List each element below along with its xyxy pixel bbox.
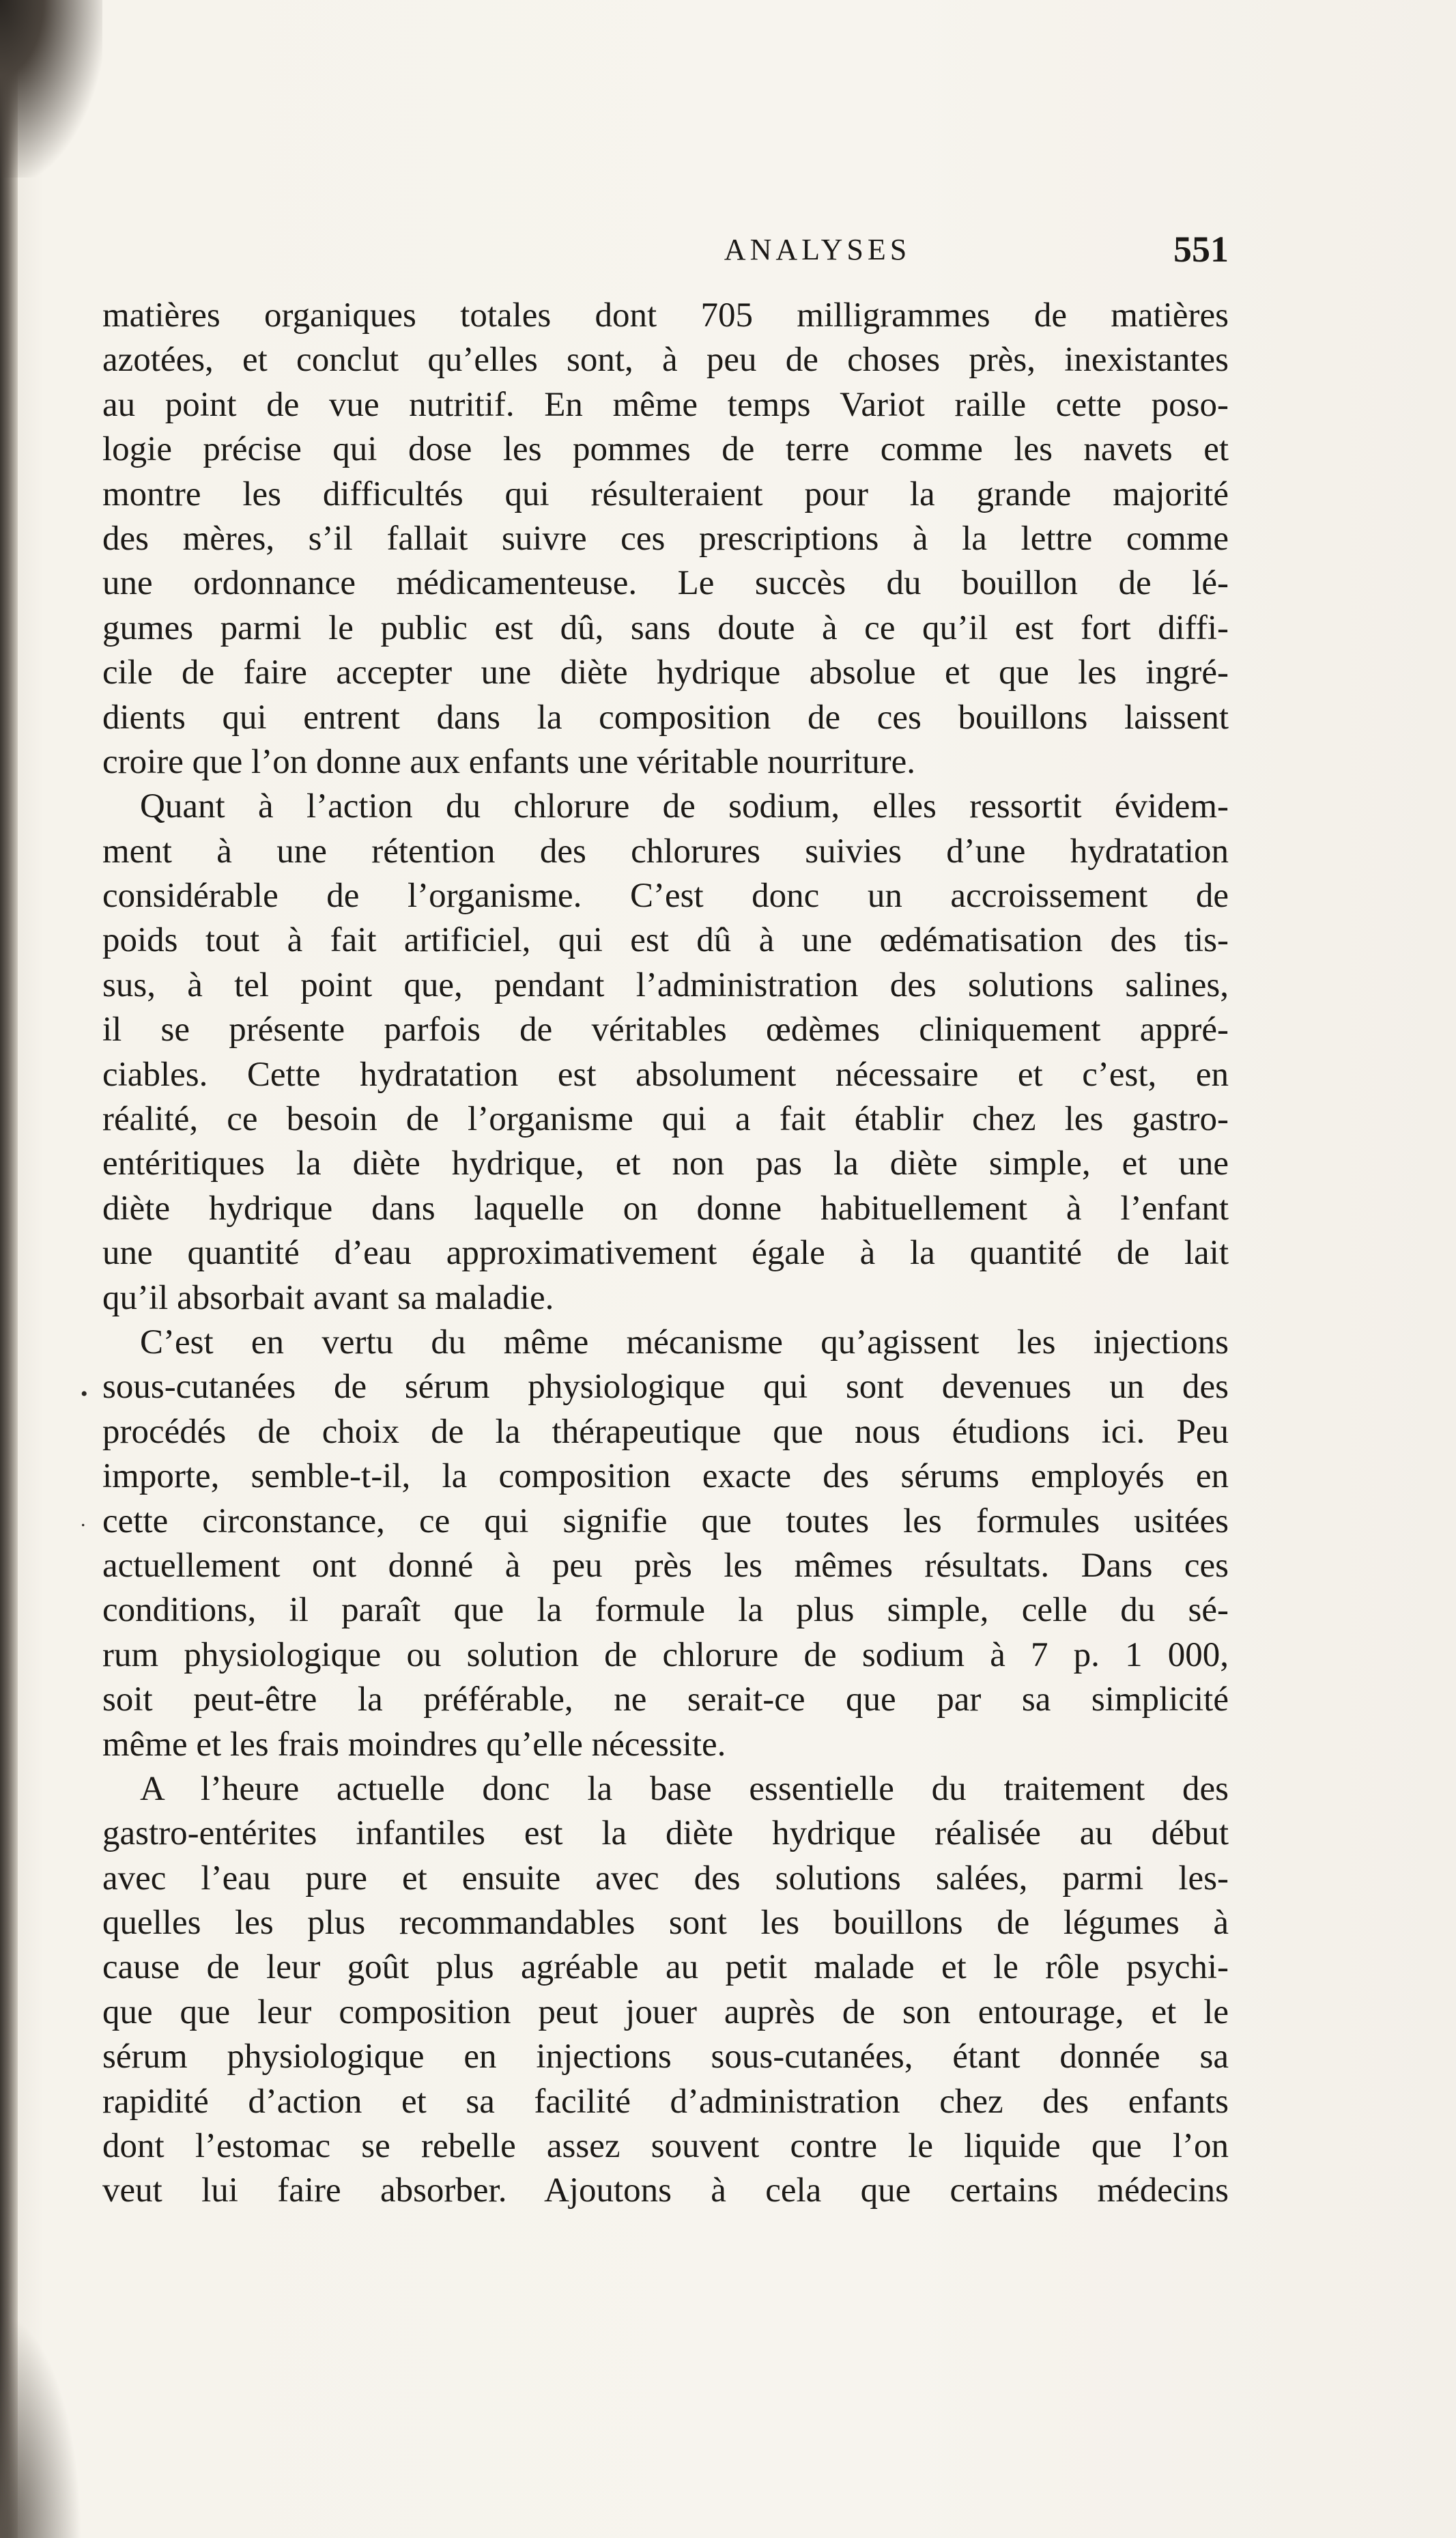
text-line: veut lui faire absorber. Ajoutons à cela que certains médecins xyxy=(102,2171,1229,2210)
text-line: sus, à tel point que, pendant l’administration des solutions salines, xyxy=(102,965,1229,1004)
text-line: rum physiologique ou solution de chlorure de sodium à 7 p. 1 000, xyxy=(102,1635,1229,1674)
text-line: dients qui entrent dans la composition de ces bouillons laissent xyxy=(102,698,1229,737)
text-line: poids tout à fait artificiel, qui est dû à une œdématisation des tis- xyxy=(102,921,1229,960)
text-line: importe, semble-t-il, la composition exacte des sérums employés en xyxy=(102,1457,1229,1496)
text-line: procédés de choix de la thérapeutique que nous étudions ici. Peu xyxy=(102,1412,1229,1451)
text-line: cause de leur goût plus agréable au petit malade et le rôle psychi- xyxy=(102,1948,1229,1987)
text-line: ment à une rétention des chlorures suivies d’une hydratation xyxy=(102,832,1229,871)
text-line: sérum physiologique en injections sous-cutanées, étant donnée sa xyxy=(102,2038,1229,2076)
text-line: matières organiques totales dont 705 milligrammes de matières xyxy=(102,296,1229,335)
page-number: 551 xyxy=(1173,229,1229,270)
text-line: entéritiques la diète hydrique, et non pas la diète simple, et une xyxy=(102,1144,1229,1183)
body-text xyxy=(102,294,1229,2214)
text-line: une quantité d’eau approximativement égale à la quantité de lait xyxy=(102,1234,1229,1273)
text-line: cette circonstance, ce qui signifie que toutes les formules usitées xyxy=(102,1501,1229,1540)
text-line: azotées, et conclut qu’elles sont, à peu de choses près, inexistantes xyxy=(102,341,1229,380)
text-line: des mères, s’il fallait suivre ces prescriptions à la lettre comme xyxy=(102,519,1229,558)
text-line: que que leur composition peut jouer auprès de son entourage, et le xyxy=(102,1992,1229,2031)
text-line: il se présente parfois de véritables œdèmes cliniquement appré- xyxy=(102,1011,1229,1049)
text-line: croire que l’on donne aux enfants une véritable nourriture. xyxy=(102,742,915,781)
text-line: diète hydrique dans laquelle on donne habituellement à l’enfant xyxy=(102,1189,1229,1228)
text-line: gumes parmi le public est dû, sans doute à ce qu’il est fort diffi- xyxy=(102,608,1229,647)
margin-mark: . xyxy=(81,1508,86,1531)
text-line: actuellement ont donné à peu près les mêmes résultats. Dans ces xyxy=(102,1546,1229,1585)
text-line: même et les frais moindres qu’elle nécessite. xyxy=(102,1725,726,1764)
text-line: ciables. Cette hydratation est absolument nécessaire et c’est, en xyxy=(102,1055,1229,1094)
text-line: dont l’estomac se rebelle assez souvent contre le liquide que l’on xyxy=(102,2127,1229,2166)
text-line: sous-cutanées de sérum physiologique qui sont devenues un des xyxy=(102,1368,1229,1407)
page-corner-shadow-bottom xyxy=(0,2313,82,2538)
text-line: réalité, ce besoin de l’organisme qui a fait établir chez les gastro- xyxy=(102,1100,1229,1139)
text-line: considérable de l’organisme. C’est donc un accroissement de xyxy=(102,877,1229,916)
text-line: rapidité d’action et sa facilité d’administration chez des enfants xyxy=(102,2082,1229,2121)
text-line: gastro-entérites infantiles est la diète hydrique réalisée au début xyxy=(102,1814,1229,1853)
text-line: montre les difficultés qui résulteraient pour la grande majorité xyxy=(102,475,1229,513)
text-line: avec l’eau pure et ensuite avec des solutions salées, parmi les- xyxy=(102,1859,1229,1898)
text-line: C’est en vertu du même mécanisme qu’agissent les injections xyxy=(140,1323,1229,1362)
running-title: ANALYSES xyxy=(724,233,911,266)
text-line: au point de vue nutritif. En même temps Variot raille cette poso- xyxy=(102,385,1229,424)
text-line: qu’il absorbait avant sa maladie. xyxy=(102,1278,554,1317)
text-line: une ordonnance médicamenteuse. Le succès du bouillon de lé- xyxy=(102,564,1229,603)
margin-mark: • xyxy=(81,1383,88,1405)
page-header xyxy=(406,229,1229,273)
text-line: soit peut-être la préférable, ne serait-ce que par sa simplicité xyxy=(102,1680,1229,1719)
text-line: conditions, il paraît que la formule la plus simple, celle du sé- xyxy=(102,1591,1229,1630)
text-line: cile de faire accepter une diète hydrique absolue et que les ingré- xyxy=(102,653,1229,692)
text-line: Quant à l’action du chlorure de sodium, elles ressortit évidem- xyxy=(140,787,1229,826)
text-line: logie précise qui dose les pommes de terre comme les navets et xyxy=(102,430,1229,469)
page-spine-edge xyxy=(0,0,18,2538)
text-line: quelles les plus recommandables sont les bouillons de légumes à xyxy=(102,1904,1229,1943)
page-corner-shadow-top xyxy=(0,0,102,178)
text-line: A l’heure actuelle donc la base essentielle du traitement des xyxy=(140,1769,1229,1808)
